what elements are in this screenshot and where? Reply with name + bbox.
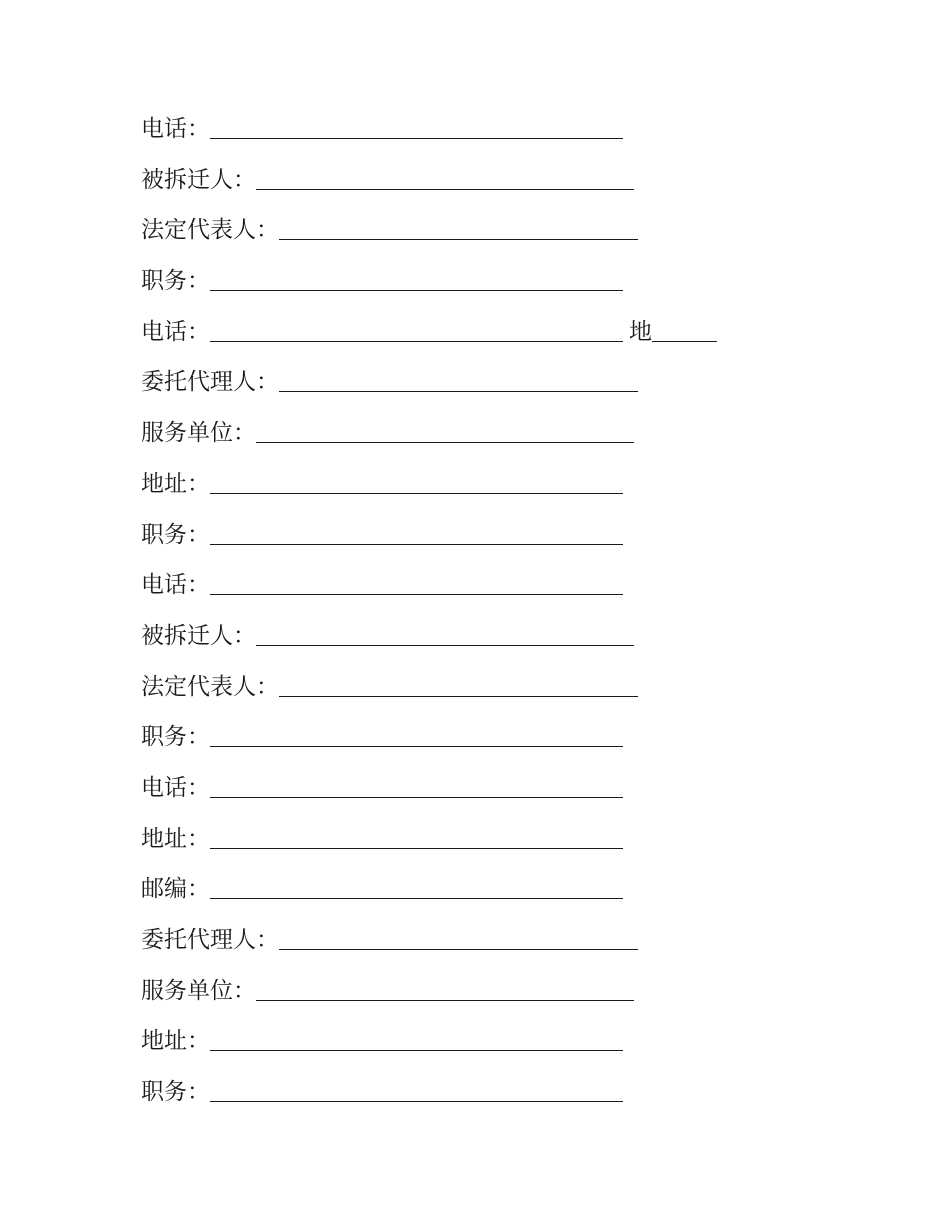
form-line-legal-representative [141, 670, 717, 721]
fill-in-blank [279, 923, 638, 950]
field-label: 职务： [141, 521, 210, 548]
field-label: 电话： [141, 318, 210, 345]
fill-in-blank [210, 1075, 623, 1102]
form-line-agent [141, 923, 717, 974]
form-line-address [141, 822, 717, 873]
field-label: 法定代表人： [141, 673, 279, 700]
fill-in-blank [279, 213, 638, 240]
fill-in-blank [210, 467, 623, 494]
field-label: 地址： [141, 1028, 210, 1055]
fill-in-blank [210, 568, 623, 595]
form-line-relocatee [141, 163, 717, 214]
field-label: 法定代表人： [141, 217, 279, 244]
field-label: 电话： [141, 116, 210, 142]
fill-in-blank [256, 974, 634, 1001]
field-label: 服务单位： [141, 977, 256, 1004]
fill-in-blank [652, 315, 717, 342]
form-line-phone [141, 112, 717, 163]
fill-in-blank [210, 112, 623, 139]
form-lines [141, 112, 717, 1126]
form-line-phone-with-address [141, 315, 717, 366]
fill-in-blank [256, 163, 634, 190]
field-label: 被拆迁人： [141, 622, 256, 649]
form-line-employer [141, 974, 717, 1025]
form-line-address [141, 467, 717, 518]
field-label: 电话： [141, 774, 210, 801]
form-line-position [141, 1075, 717, 1126]
form-line-phone [141, 771, 717, 822]
field-label: 职务： [141, 724, 210, 751]
field-label: 被拆迁人： [141, 166, 256, 193]
fill-in-blank [279, 365, 638, 392]
field-label: 委托代理人： [141, 369, 279, 396]
field-label: 服务单位： [141, 420, 256, 447]
field-label: 邮编： [141, 876, 210, 903]
fill-in-blank [210, 872, 623, 899]
fill-in-blank [256, 416, 634, 443]
fill-in-blank [279, 670, 638, 697]
form-line-address [141, 1024, 717, 1075]
form-line-position [141, 264, 717, 315]
fill-in-blank [210, 264, 623, 291]
field-label: 电话： [141, 572, 210, 599]
field-label: 委托代理人： [141, 927, 279, 953]
trailing-label: 地 [629, 318, 652, 345]
fill-in-blank [210, 518, 623, 545]
field-label: 地址： [141, 470, 210, 497]
form-line-position [141, 518, 717, 569]
fill-in-blank [210, 771, 623, 798]
form-line-agent [141, 365, 717, 416]
form-line-position [141, 720, 717, 771]
field-label: 职务： [141, 268, 210, 295]
fill-in-blank [256, 619, 634, 646]
form-line-legal-representative [141, 213, 717, 264]
fill-in-blank [210, 1024, 623, 1051]
form-line-employer [141, 416, 717, 467]
form-line-relocatee [141, 619, 717, 670]
form-line-phone [141, 568, 717, 619]
form-line-postcode [141, 872, 717, 923]
fill-in-blank [210, 822, 623, 849]
field-label: 职务： [141, 1079, 210, 1106]
fill-in-blank [210, 720, 623, 747]
fill-in-blank [210, 315, 623, 342]
field-label: 地址： [141, 825, 210, 852]
